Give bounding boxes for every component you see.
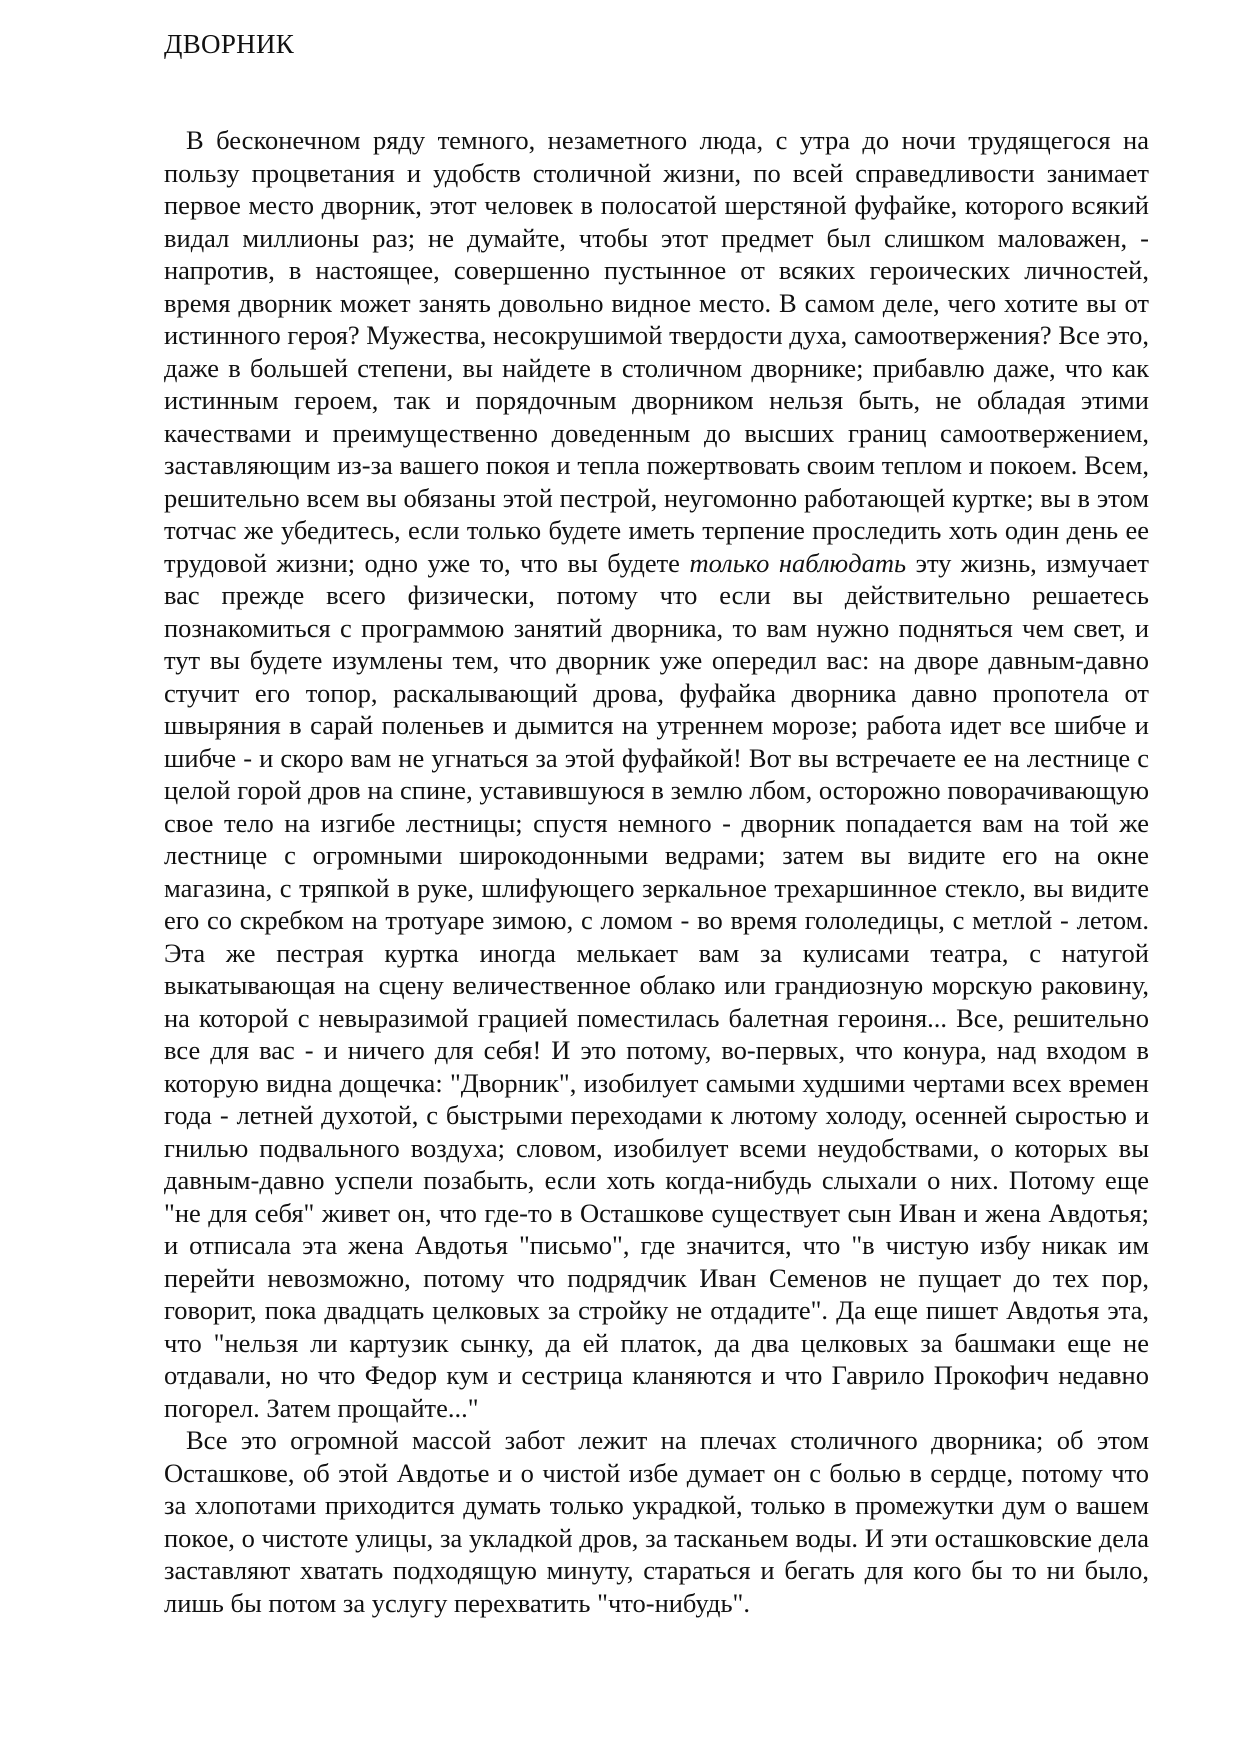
paragraph-2: Все это огромной массой забот лежит на плечах столичного дворника; об этом Осташкове, об этой Авдотье и о чистой избе думает он с болью в сердце, потому что за хлопотами приходится думать только украдкой, только в промежутки дум о вашем покое, о чистоте улицы, за укладкой дров, за тасканьем воды. И эти осташковские дела заставляют хватать подходящую минуту, стараться и бегать для кого бы то ни было, лишь бы потом за услугу перехватить "что-нибудь".: [164, 1425, 1149, 1618]
document-body: [164, 124, 1149, 1619]
document-title: ДВОРНИК: [164, 29, 295, 59]
paragraph-1-italic-phrase: только наблюдать: [689, 547, 907, 578]
paragraph-1-text-a: В бесконечном ряду темного, незаметного люда, с утра до ночи трудящегося на пользу процветания и удобств столичной жизни, по всей справедливости занимает первое место дворник, этот человек в полосатой шерстяной фуфайке, которого всякий видал миллионы раз; не думайте, чтобы этот предмет был слишком маловажен, - напротив, в настоящее, совершенно пустынное от всяких героических личностей, время дворник может занять довольно видное место. В самом деле, чего хотите вы от истинного героя? Мужества, несокрушимой твердости духа, самоотвержения? Все это, даже в большей степени, вы найдете в столичном дворнике; прибавлю даже, что как истинным героем, так и порядочным дворником нельзя быть, не обладая этими качествами и преимущественно доведенным до высших границ самоотвержением, заставляющим из-за вашего покоя и тепла пожертвовать своим теплом и покоем. Всем, решительно всем вы обязаны этой пестрой, неугомонно работающей куртке; вы в этом тотчас же убедитесь, если только будете иметь терпение проследить хоть один день ее трудовой жизни; одно уже то, что вы будете: [164, 125, 1149, 578]
paragraph-1: [164, 124, 1149, 1424]
paragraph-1-text-b: эту жизнь, измучает вас прежде всего физически, потому что если вы действительно решаетесь познакомиться с программою занятий дворника, то вам нужно подняться чем свет, и тут вы будете изумлены тем, что дворник уже опередил вас: на дворе давным-давно стучит его топор, раскалывающий дрова, фуфайка дворника давно пропотела от швыряния в сарай поленьев и дымится на утреннем морозе; работа идет все шибче и шибче - и скоро вам не угнаться за этой фуфайкой! Вот вы встречаете ее на лестнице с целой горой дров на спине, уставившуюся в землю лбом, осторожно поворачивающую свое тело на изгибе лестницы; спустя немного - дворник попадается вам на той же лестнице с огромными широкодонными ведрами; затем вы видите его на окне магазина, с тряпкой в руке, шлифующего зеркальное трехаршинное стекло, вы видите его со скребком на тротуаре зимою, с ломом - во время гололедицы, с метлой - летом. Эта же пестрая куртка иногда мелькает вам за кулисами театра, с натугой выкатывающая на сцену величественное облако или грандиозную морскую раковину, на которой с невыразимой грацией поместилась балетная героиня... Все, решительно все для вас - и ничего для себя! И это потому, во-первых, что конура, над входом в которую видна дощечка: "Дворник", изобилует самыми худшими чертами всех времен года - летней духотой, с быстрыми переходами к лютому холоду, осенней сыростью и гнилью подвального воздуха; словом, изобилует всеми неудобствами, о которых вы давным-давно успели позабыть, если хоть когда-нибудь слыхали о них. Потому еще "не для себя" живет он, что где-то в Осташкове существует сын Иван и жена Авдотья; и отписала эта жена Авдотья "письмо", где значится, что "в чистую избу никак им перейти невозможно, потому что подрядчик Иван Семенов не пущает до тех пор, говорит, пока двадцать целковых за стройку не отдадите". Да еще пишет Авдотья эта, что "нельзя ли картузик сынку, да ей платок, да два целковых за башмаки еще не отдавали, но что Федор кум и сестрица кланяются и что Гаврило Прокофич недавно погорел. Затем прощайте...": [164, 547, 1149, 1423]
